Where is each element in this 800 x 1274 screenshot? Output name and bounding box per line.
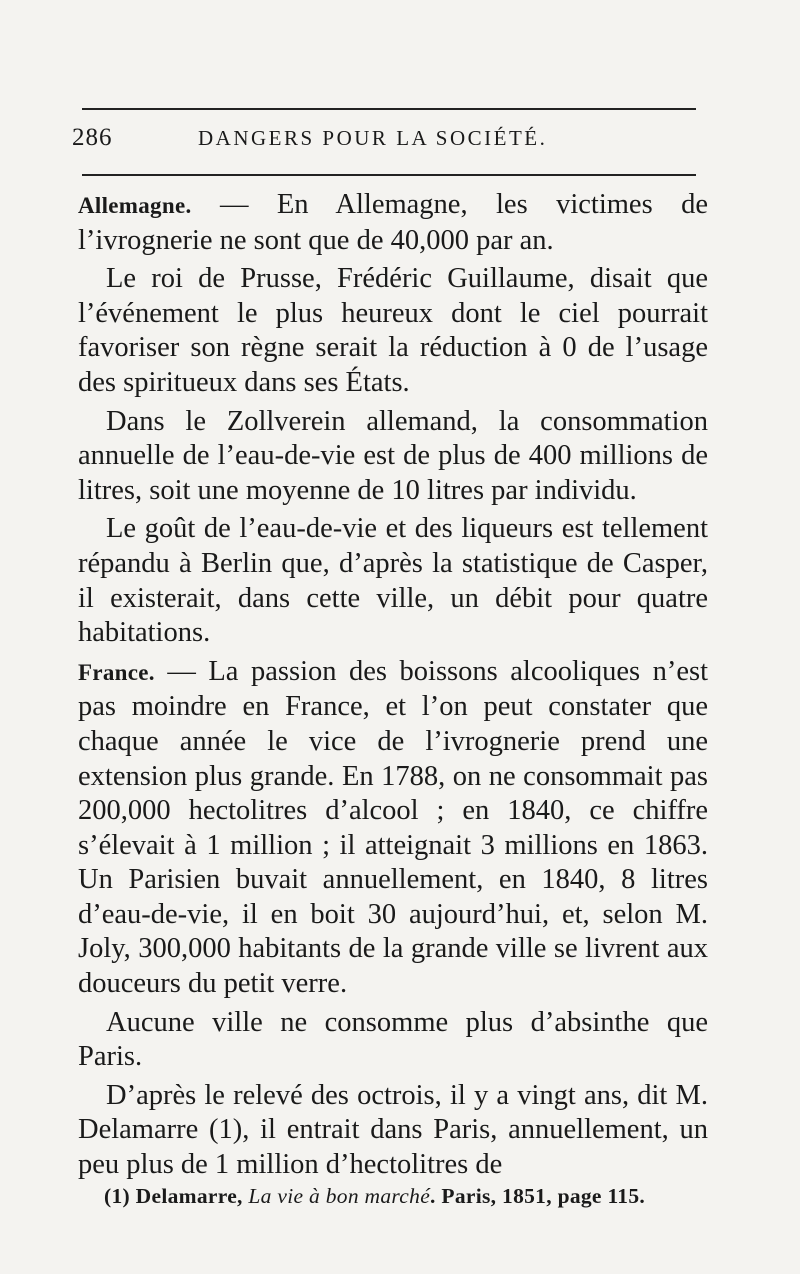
paragraph-zollverein bbox=[78, 405, 708, 509]
footnote-title: La vie à bon marché bbox=[248, 1184, 431, 1208]
body-text bbox=[78, 188, 708, 1183]
paragraph-roi-de-prusse bbox=[78, 262, 708, 400]
paragraph-text: — La passion des boissons alcooliques n’est pas moindre en France, et l’on peut constater que chaque année le vice de l’ivrognerie prend une extension plus grande. En 1788, on ne consommait pas 200,000 hectolitres d’alcool ; en 1840, ce chiffre s’élevait à 1 million ; il atteignait 3 millions en 1863. Un Parisien buvait annuellement, en 1840, 8 litres d’eau-de-vie, il en boit 30 aujourd’hui, et, selon M. Joly, 300,000 habitants de la grande ville se livrent aux douceurs du petit verre. bbox=[78, 655, 708, 1000]
paragraph-france bbox=[78, 655, 708, 1002]
header-bottom-rule bbox=[82, 174, 696, 176]
header-top-rule bbox=[82, 108, 696, 110]
paragraph-allemagne bbox=[78, 188, 708, 258]
paragraph-absinthe bbox=[78, 1006, 708, 1075]
running-title: DANGERS POUR LA SOCIÉTÉ. bbox=[198, 126, 548, 150]
paragraph-text: Le roi de Prusse, Frédéric Guillaume, disait que l’événement le plus heureux dont le ciel pourrait favoriser son règne serait la réduction à 0 de l’usage des spiritueux dans ses États. bbox=[78, 263, 708, 398]
footnote-marker: (1) Delamarre, bbox=[104, 1184, 249, 1208]
page-header bbox=[72, 124, 702, 164]
footnote-rest: . Paris, 1851, page 115. bbox=[430, 1184, 646, 1208]
section-lead-allemagne: Allemagne. bbox=[78, 193, 192, 218]
paragraph-octrois bbox=[78, 1079, 708, 1183]
footnote bbox=[104, 1184, 704, 1209]
paragraph-text: — En Allemagne, les victimes de l’ivrognerie ne sont que de 40,000 par an. bbox=[78, 189, 708, 256]
paragraph-berlin bbox=[78, 512, 708, 650]
section-lead-france: France. bbox=[78, 659, 155, 685]
paragraph-text: Aucune ville ne consomme plus d’absinthe que Paris. bbox=[78, 1006, 708, 1073]
paragraph-text: Dans le Zollverein allemand, la consommation annuelle de l’eau-de-vie est de plus de 400 millions de litres, soit une moyenne de 10 litres par individu. bbox=[78, 405, 708, 506]
page-number: 286 bbox=[72, 124, 113, 151]
paragraph-text: Le goût de l’eau-de-vie et des liqueurs est tellement répandu à Berlin que, d’après la statistique de Casper, il existerait, dans cette ville, un débit pour quatre habitations. bbox=[78, 513, 708, 649]
paragraph-text: D’après le relevé des octrois, il y a vingt ans, dit M. Delamarre (1), il entrait dans Paris, annuellement, un peu plus de 1 million d’hectolitres de bbox=[78, 1079, 708, 1181]
